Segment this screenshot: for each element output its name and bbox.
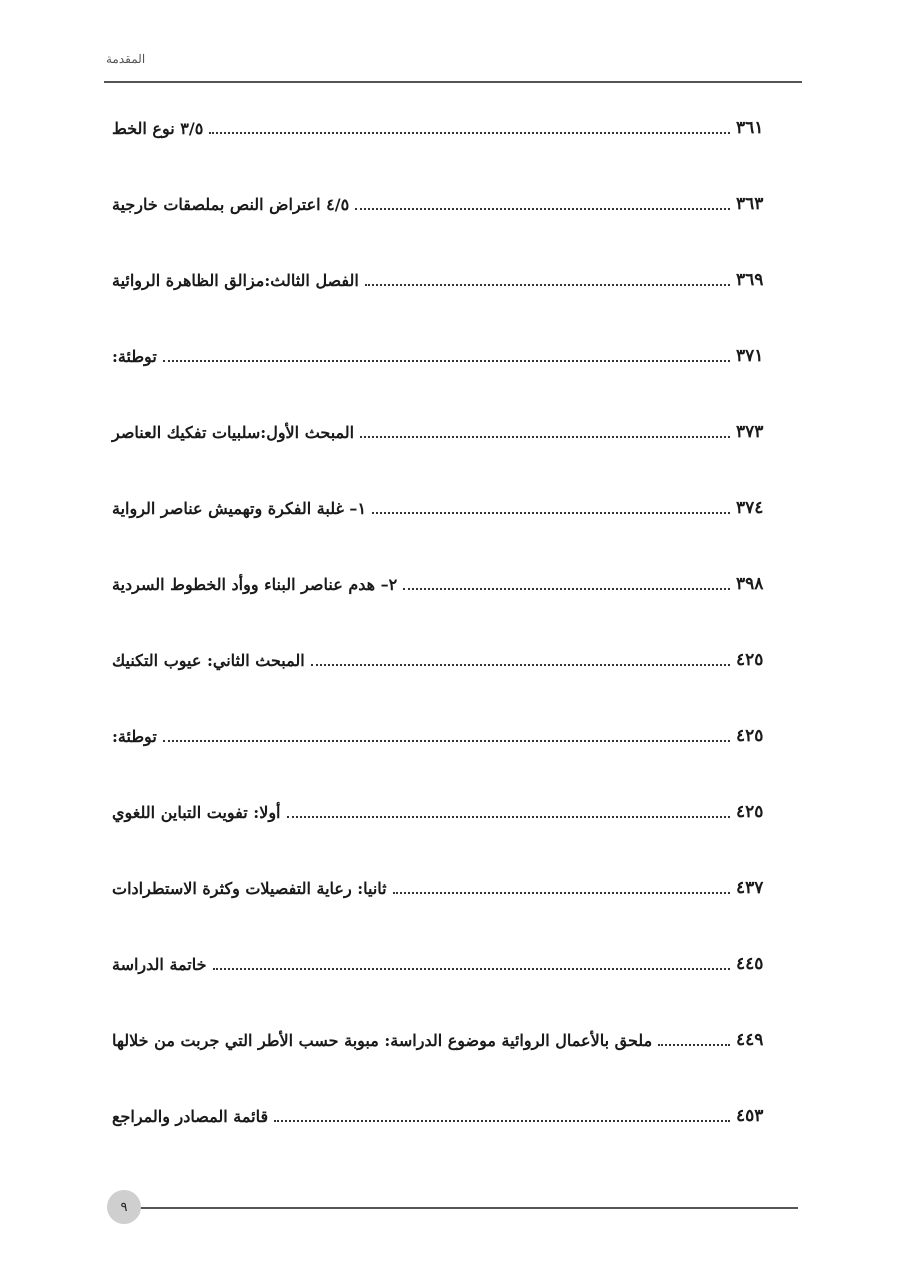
toc-entry [112,242,774,318]
dot-leader [360,436,730,438]
toc-entry-page: ٤٢٥ [736,650,764,670]
toc-entry-title: المبحث الثاني: عيوب التكنيك [112,650,305,670]
dot-leader [393,892,730,894]
dot-leader [372,512,730,514]
toc-entry-title: المبحث الأول:سلبيات تفكيك العناصر [112,422,355,442]
toc-entry-title: قائمة المصادر والمراجع [112,1106,269,1126]
toc-entry [112,90,774,166]
dot-leader [213,968,731,970]
toc-entry-page: ٣٧٤ [736,498,764,518]
toc-entry [112,1078,774,1154]
header-divider [104,81,802,83]
table-of-contents [112,90,774,1154]
toc-entry [112,622,774,698]
toc-entry-page: ٣٧١ [736,346,764,366]
toc-entry [112,850,774,926]
page-number-badge: ٩ [107,1190,141,1224]
toc-entry-page: ٣٦٣ [736,194,764,214]
footer-divider [140,1207,798,1209]
toc-entry-title: أولا: تفويت التباين اللغوي [112,802,281,822]
toc-entry-title: ملحق بالأعمال الروائية موضوع الدراسة: مبوبة حسب الأطر التي جربت من خلالها [112,1030,653,1050]
toc-entry-page: ٣٦١ [736,118,764,138]
toc-entry-page: ٤٢٥ [736,802,764,822]
toc-entry-title: ٢– هدم عناصر البناء ووأد الخطوط السردية [112,574,398,594]
toc-entry-title: توطئة: [112,726,157,746]
dot-leader [311,664,730,666]
toc-entry [112,926,774,1002]
toc-entry-page: ٤٥٣ [736,1106,764,1126]
toc-entry-page: ٤٣٧ [736,878,764,898]
toc-entry [112,546,774,622]
toc-entry-title: الفصل الثالث:مزالق الظاهرة الروائية [112,270,359,290]
toc-entry-title: ٣/٥ نوع الخط [112,118,204,138]
toc-entry [112,698,774,774]
dot-leader [163,740,730,742]
dot-leader [355,208,730,210]
toc-entry [112,394,774,470]
toc-entry-page: ٤٢٥ [736,726,764,746]
toc-entry [112,318,774,394]
toc-entry [112,1002,774,1078]
dot-leader [209,132,730,134]
toc-entry [112,166,774,242]
toc-entry [112,774,774,850]
toc-entry-page: ٣٦٩ [736,270,764,290]
toc-entry [112,470,774,546]
dot-leader [163,360,730,362]
dot-leader [403,588,730,590]
toc-entry-page: ٣٩٨ [736,574,764,594]
toc-entry-page: ٣٧٣ [736,422,764,442]
running-header: المقدمة [106,52,146,66]
toc-entry-title: خاتمة الدراسة [112,954,207,974]
dot-leader [658,1044,730,1046]
dot-leader [287,816,731,818]
toc-entry-title: ثانيا: رعاية التفصيلات وكثرة الاستطرادات [112,878,387,898]
toc-entry-page: ٤٤٥ [736,954,764,974]
dot-leader [274,1120,730,1122]
toc-entry-title: توطئة: [112,346,157,366]
toc-entry-title: ١– غلبة الفكرة وتهميش عناصر الرواية [112,498,367,518]
toc-entry-title: ٤/٥ اعتراض النص بملصقات خارجية [112,194,350,214]
dot-leader [365,284,730,286]
toc-entry-page: ٤٤٩ [736,1030,764,1050]
